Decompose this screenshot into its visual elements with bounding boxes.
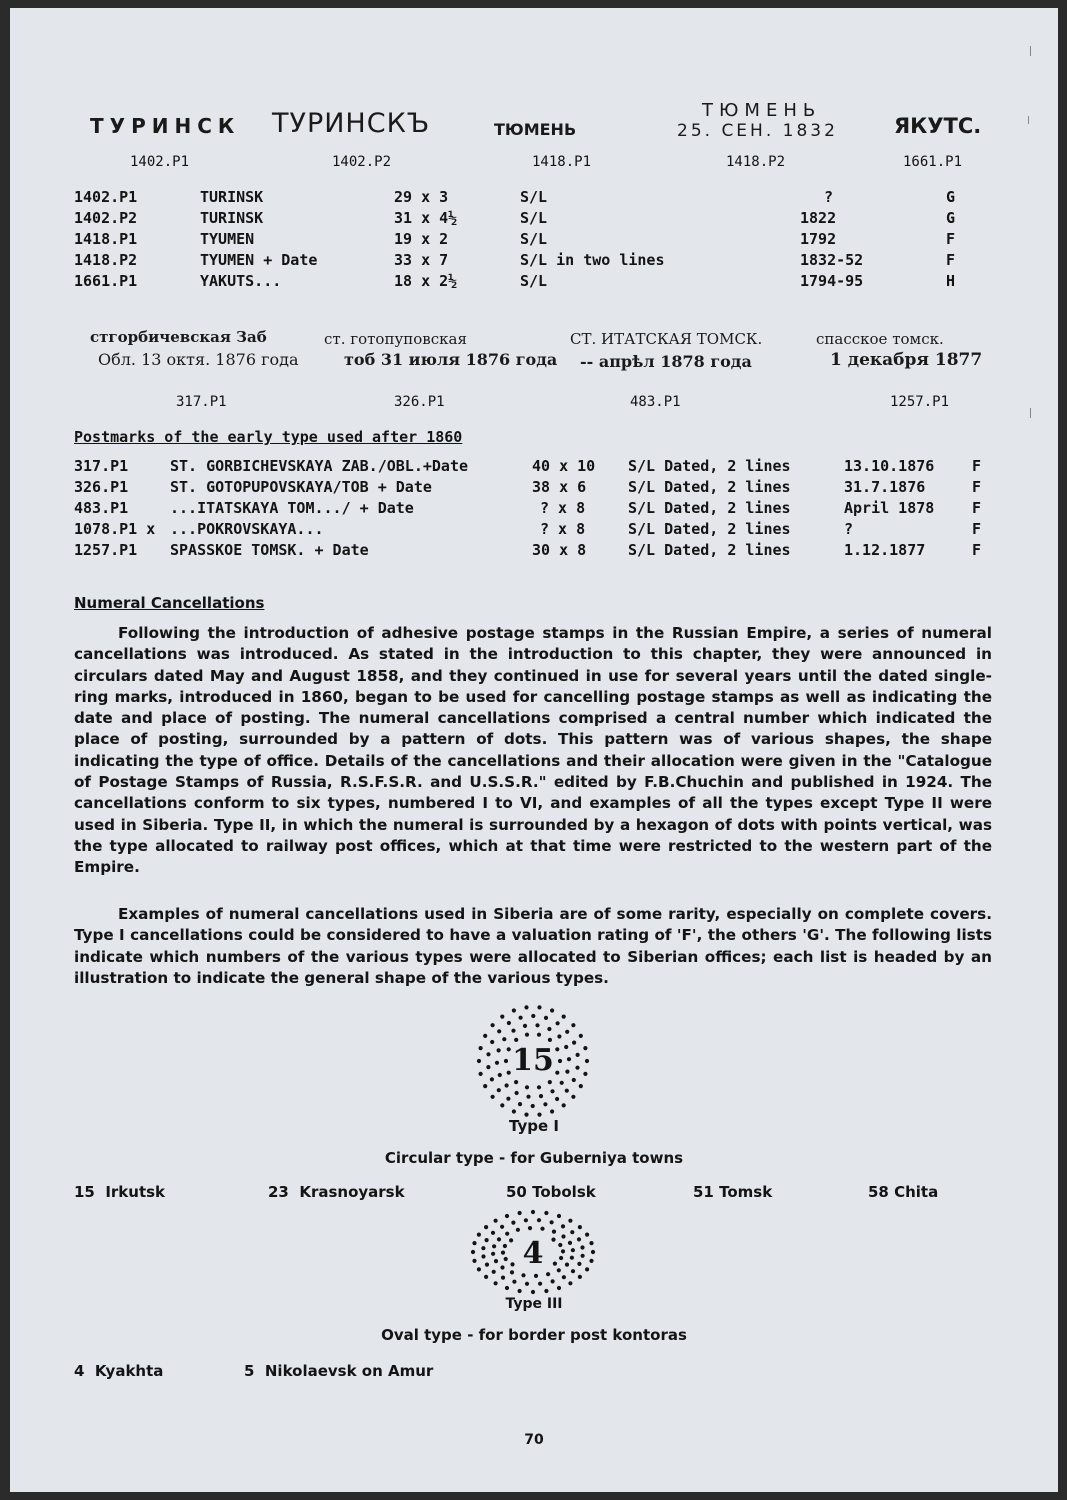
cancellation-dot — [504, 1059, 508, 1063]
table-row: 317.P1 ST. GORBICHEVSKAYA ZAB./OBL.+Date 40 x 10 S/L Dated, 2 lines 13.10.1876 F — [74, 457, 982, 475]
cancellation-dot — [472, 1241, 476, 1245]
cancellation-dot — [505, 1286, 509, 1290]
cancellation-dot — [552, 1230, 556, 1234]
cancellation-dot — [539, 1094, 543, 1098]
cancellation-dot — [481, 1254, 485, 1258]
table-row: 1661.P1 YAKUTS... 18 x 2½ S/L 1794-95 H — [74, 272, 956, 290]
cancellation-dot — [510, 1262, 514, 1266]
table-row: 1078.P1 x ...POKROVSKAYA... ? x 8 S/L Dated, 2 lines ? F — [74, 520, 982, 538]
cancellation-dot — [511, 1221, 515, 1225]
cancellation-dot — [494, 1281, 498, 1285]
cancellation-dot — [511, 1029, 515, 1033]
cancellation-dot — [494, 1259, 498, 1263]
cancellation-dot — [500, 1015, 504, 1019]
cancellation-dot — [485, 1238, 489, 1242]
cancellation-dot — [572, 1041, 576, 1045]
table-row: 326.P1 ST. GOTOPUPOVSKAYA/TOB + Date 38 x 6 S/L Dated, 2 lines 31.7.1876 F — [74, 478, 982, 496]
cancellation-dot — [501, 1251, 505, 1255]
cancellation-dot — [556, 1021, 560, 1025]
table-row: 1418.P2 TYUMEN + Date 33 x 7 S/L in two lines 1832-52 F — [74, 251, 956, 269]
stamp-tyumen-1: ТЮМЕНЬ — [494, 120, 577, 139]
cancellation-dot — [506, 1097, 510, 1101]
cancellation-dot — [577, 1237, 581, 1241]
stamp-code: 1418.P1 — [532, 154, 592, 170]
cancellation-dot — [583, 1046, 587, 1050]
cancellation-dot — [560, 1081, 564, 1085]
stamp-itatskaya-line2: -- апрѣл 1878 года — [580, 352, 752, 371]
cancellation-dot — [555, 1047, 559, 1051]
cancellation-dot — [518, 1102, 522, 1106]
stamp-turinsk-1: ТУРИНСК — [90, 114, 241, 138]
cancellation-dot — [535, 1023, 539, 1027]
list-item: 58 Chita — [868, 1183, 939, 1201]
cancellation-dot — [494, 1219, 498, 1223]
cancellation-dot — [557, 1286, 561, 1290]
cancellation-dot — [477, 1267, 481, 1271]
cancellation-dot — [589, 1259, 593, 1263]
type-1-circular-cancellation — [475, 1003, 591, 1119]
cancellation-dot — [491, 1252, 495, 1256]
stamp-code: 1402.P2 — [332, 154, 392, 170]
list-item: 5 Nikolaevsk on Amur — [244, 1362, 434, 1380]
cancellation-dot — [577, 1262, 581, 1266]
stamp-code: 317.P1 — [176, 394, 227, 410]
edge-mark — [1030, 408, 1031, 418]
cancellation-dot — [591, 1250, 595, 1254]
cancellation-dot — [497, 1088, 501, 1092]
cancellation-dot — [497, 1237, 501, 1241]
cancellation-dot — [550, 1008, 554, 1012]
cancellation-dot — [502, 1037, 506, 1041]
cancellation-dot — [548, 1080, 552, 1084]
cancellation-dot — [512, 1109, 516, 1113]
cancellation-dot — [519, 1016, 523, 1020]
cancellation-dot — [509, 1238, 513, 1242]
cancellation-dot — [500, 1265, 504, 1269]
paragraph-1: Following the introduction of adhesive postage stamps in the Russian Empire, a series of numeral cancellations was introduced. As stated in the introduction to this chapter, they were announced in circulars dated May and August 1858, and they continued in use for several years until the dated single-ring marks, introduced in 1860, began to be used for cancelling postage stamps as well as indicating the date and place of posting. The numeral cancellations comprised a central number which indicated the place of posting, surrounded by a pattern of dots. This pattern was of various shapes, the shape indicating the type of office. Details of the cancellations and their allocation were given in the "Catalogue of Postage Stamps of Russia, R.S.F.S.R. and U.S.S.R." edited by F.B.Chuchin and published in 1924. The cancellations conform to six types, numbered I to VI, and examples of all the types except Type II were used in Siberia. Type II, in which the numeral is surrounded by a hexagon of dots with points vertical, was the type allocated to railway post offices, which at that time were restricted to the western part of the Empire. — [74, 624, 992, 877]
cancellation-dot — [507, 1021, 511, 1025]
cancellation-dot — [538, 1282, 542, 1286]
stamp-code: 1402.P1 — [130, 154, 190, 170]
cancellation-dot — [521, 1273, 525, 1277]
section-heading-early-postmarks: Postmarks of the early type used after 1860 — [74, 428, 463, 446]
table-row: 1257.P1 SPASSKOE TOMSK. + Date 30 x 8 S/L Dated, 2 lines 1.12.1877 F — [74, 541, 982, 559]
paragraph-2: Examples of numeral cancellations used in Siberia are of some rarity, especially on complete covers. Type I cancellations could be considered to have a valuation rating of 'F', the others 'G'. The following lists indicate which numbers of the various types were allocated to Siberian offices; each list is headed by an illustration to indicate the general shape of the various types. — [74, 905, 992, 987]
cancellation-dot — [546, 1272, 550, 1276]
cancellation-dot — [585, 1059, 589, 1063]
cancellation-dot — [504, 1257, 508, 1261]
cancellation-dot — [528, 1226, 532, 1230]
cancellation-dot — [555, 1097, 559, 1101]
table-row: 483.P1 ...ITATSKAYA TOM.../ + Date ? x 8 S/L Dated, 2 lines April 1878 F — [74, 499, 982, 517]
cancellation-dot — [572, 1078, 576, 1082]
cancellation-dot — [550, 1109, 554, 1113]
cancellation-dot — [507, 1047, 511, 1051]
type-3-numeral: 4 — [522, 1236, 544, 1271]
cancellation-dot — [497, 1048, 501, 1052]
cancellation-dot — [555, 1071, 559, 1075]
table-row: 1402.P1 TURINSK 29 x 3 S/L ? G — [74, 188, 956, 206]
stamp-code: 326.P1 — [394, 394, 445, 410]
stamp-code: 1257.P1 — [890, 394, 950, 410]
cancellation-dot — [558, 1059, 562, 1063]
cancellation-dot — [486, 1065, 490, 1069]
stamp-gorbichevskaya-line1: стгорбичевская Заб — [90, 328, 267, 346]
cancellation-dot — [561, 1234, 565, 1238]
cancellation-dot — [515, 1091, 519, 1095]
cancellation-dot — [562, 1275, 566, 1279]
cancellation-dot — [557, 1268, 561, 1272]
cancellation-dot — [492, 1270, 496, 1274]
cancellation-dot — [550, 1089, 554, 1093]
edge-mark — [1028, 116, 1029, 124]
cancellation-dot — [571, 1269, 575, 1273]
list-item: 15 Irkutsk — [74, 1183, 166, 1201]
cancellation-dot — [551, 1238, 555, 1242]
cancellation-dot — [568, 1281, 572, 1285]
cancellation-dot — [565, 1263, 569, 1267]
cancellation-dot — [505, 1232, 509, 1236]
cancellation-dot — [550, 1220, 554, 1224]
stamp-yakuts: ЯКУТС. — [894, 114, 982, 138]
cancellation-dot — [571, 1095, 575, 1099]
cancellation-dot — [483, 1084, 487, 1088]
cancellation-dot — [477, 1233, 481, 1237]
cancellation-dot — [512, 1280, 516, 1284]
cancellation-dot — [557, 1214, 561, 1218]
cancellation-dot — [585, 1233, 589, 1237]
cancellation-dot — [524, 1218, 528, 1222]
cancellation-dot — [514, 1080, 518, 1084]
cancellation-dot — [544, 1211, 548, 1215]
type-1-numeral: 15 — [512, 1043, 554, 1078]
cancellation-dot — [558, 1243, 562, 1247]
stamp-gorbichevskaya-line2: Обл. 13 октя. 1876 года — [98, 350, 299, 369]
cancellation-dot — [576, 1053, 580, 1057]
stamp-turinsk-2: ТУРИНСКЪ — [272, 108, 431, 139]
cancellation-dot — [553, 1262, 557, 1266]
cancellation-dot — [581, 1254, 585, 1258]
cancellation-dot — [501, 1276, 505, 1280]
stamp-gotopupovskaya-line1: ст. готопуповская — [324, 330, 467, 348]
cancellation-dot — [479, 1046, 483, 1050]
stamp-spasskoe-line1: спасское томск. — [816, 330, 944, 348]
cancellation-dot — [490, 1077, 494, 1081]
cancellation-dot — [537, 1005, 541, 1009]
cancellation-dot — [531, 1290, 535, 1294]
cancellation-dot — [544, 1289, 548, 1293]
edge-mark — [1030, 46, 1031, 56]
cancellation-dot — [561, 1249, 565, 1253]
cancellation-dot — [571, 1023, 575, 1027]
cancellation-dot — [565, 1089, 569, 1093]
cancellation-dot — [571, 1248, 575, 1252]
cancellation-dot — [500, 1225, 504, 1229]
cancellation-dot — [548, 1038, 552, 1042]
stamp-code: 483.P1 — [630, 394, 681, 410]
cancellation-dot — [484, 1275, 488, 1279]
type-3-label: Type III — [505, 1296, 563, 1312]
cancellation-dot — [583, 1072, 587, 1076]
cancellation-dot — [481, 1246, 485, 1250]
cancellation-dot — [477, 1059, 481, 1063]
cancellation-dot — [503, 1244, 507, 1248]
cancellation-dot — [484, 1225, 488, 1229]
stamp-tyumen-2-line2: 25. СЕН. 1832 — [677, 121, 838, 141]
cancellation-dot — [505, 1083, 509, 1087]
type-1-description: Circular type - for Guberniya towns — [384, 1149, 684, 1167]
cancellation-dot — [565, 1070, 569, 1074]
cancellation-dot — [578, 1225, 582, 1229]
cancellation-dot — [575, 1066, 579, 1070]
cancellation-dot — [491, 1095, 495, 1099]
cancellation-dot — [531, 1014, 535, 1018]
table-row: 1402.P2 TURINSK 31 x 4½ S/L 1822 G — [74, 209, 956, 227]
stamp-code: 1418.P2 — [726, 154, 786, 170]
list-item: 50 Tobolsk — [506, 1183, 596, 1201]
cancellation-dot — [568, 1241, 572, 1245]
cancellation-dot — [534, 1274, 538, 1278]
cancellation-dot — [498, 1073, 502, 1077]
cancellation-dot — [525, 1282, 529, 1286]
cancellation-dot — [490, 1040, 494, 1044]
stamp-code: 1661.P1 — [903, 154, 963, 170]
cancellation-dot — [547, 1027, 551, 1031]
cancellation-dot — [570, 1230, 574, 1234]
cancellation-dot — [507, 1071, 511, 1075]
cancellation-dot — [526, 1095, 530, 1099]
cancellation-dot — [497, 1029, 501, 1033]
cancellation-dot — [510, 1270, 514, 1274]
cancellation-dot — [537, 1033, 541, 1037]
list-item: 4 Kyakhta — [74, 1362, 164, 1380]
cancellation-dot — [485, 1263, 489, 1267]
cancellation-dot — [564, 1045, 568, 1049]
cancellation-dot — [516, 1228, 520, 1232]
cancellation-dot — [579, 1034, 583, 1038]
cancellation-dot — [531, 1104, 535, 1108]
cancellation-dot — [578, 1275, 582, 1279]
stamp-itatskaya-line1: СТ. ИТАТСКАЯ ТОМСК. — [570, 330, 763, 348]
cancellation-dot — [483, 1034, 487, 1038]
cancellation-dot — [565, 1030, 569, 1034]
cancellation-dot — [580, 1245, 584, 1249]
cancellation-dot — [589, 1241, 593, 1245]
type-3-description: Oval type - for border post kontoras — [381, 1326, 687, 1344]
cancellation-dot — [585, 1267, 589, 1271]
cancellation-dot — [561, 1224, 565, 1228]
cancellation-dot — [479, 1072, 483, 1076]
type-1-label: Type I — [509, 1117, 559, 1135]
cancellation-dot — [491, 1023, 495, 1027]
cancellation-dot — [525, 1085, 529, 1089]
cancellation-dot — [557, 1034, 561, 1038]
cancellation-dot — [559, 1256, 563, 1260]
cancellation-dot — [500, 1103, 504, 1107]
stamp-gotopupovskaya-line2: тоб 31 июля 1876 года — [344, 350, 558, 369]
cancellation-dot — [544, 1016, 548, 1020]
stamp-tyumen-2-line1: ТЮМЕНЬ — [702, 100, 822, 121]
page-number: 70 — [524, 1432, 544, 1448]
stamp-spasskoe-line2: 1 декабря 1877 — [830, 350, 983, 370]
cancellation-dot — [567, 1057, 571, 1061]
cancellation-dot — [471, 1250, 475, 1254]
cancellation-dot — [537, 1218, 541, 1222]
cancellation-dot — [524, 1005, 528, 1009]
cancellation-dot — [531, 1210, 535, 1214]
cancellation-dot — [518, 1289, 522, 1293]
cancellation-dot — [551, 1279, 555, 1283]
cancellation-dot — [486, 1052, 490, 1056]
cancellation-dot — [543, 1102, 547, 1106]
cancellation-dot — [570, 1256, 574, 1260]
cancellation-dot — [537, 1085, 541, 1089]
cancellation-dot — [514, 1038, 518, 1042]
list-item: 23 Krasnoyarsk — [268, 1183, 405, 1201]
cancellation-dot — [505, 1214, 509, 1218]
document-page — [10, 8, 1058, 1492]
type-3-oval-cancellation — [470, 1208, 596, 1296]
cancellation-dot — [512, 1008, 516, 1012]
cancellation-dot — [525, 1033, 529, 1037]
table-row: 1418.P1 TYUMEN 19 x 2 S/L 1792 F — [74, 230, 956, 248]
cancellation-dot — [491, 1231, 495, 1235]
cancellation-dot — [562, 1103, 566, 1107]
section-heading-numeral-cancellations: Numeral Cancellations — [74, 594, 265, 612]
cancellation-dot — [579, 1084, 583, 1088]
cancellation-dot — [518, 1211, 522, 1215]
cancellation-dot — [540, 1227, 544, 1231]
cancellation-dot — [523, 1024, 527, 1028]
list-item: 51 Tomsk — [693, 1183, 773, 1201]
cancellation-dot — [492, 1244, 496, 1248]
cancellation-dot — [568, 1219, 572, 1223]
cancellation-dot — [472, 1259, 476, 1263]
cancellation-dot — [562, 1015, 566, 1019]
cancellation-dot — [495, 1061, 499, 1065]
